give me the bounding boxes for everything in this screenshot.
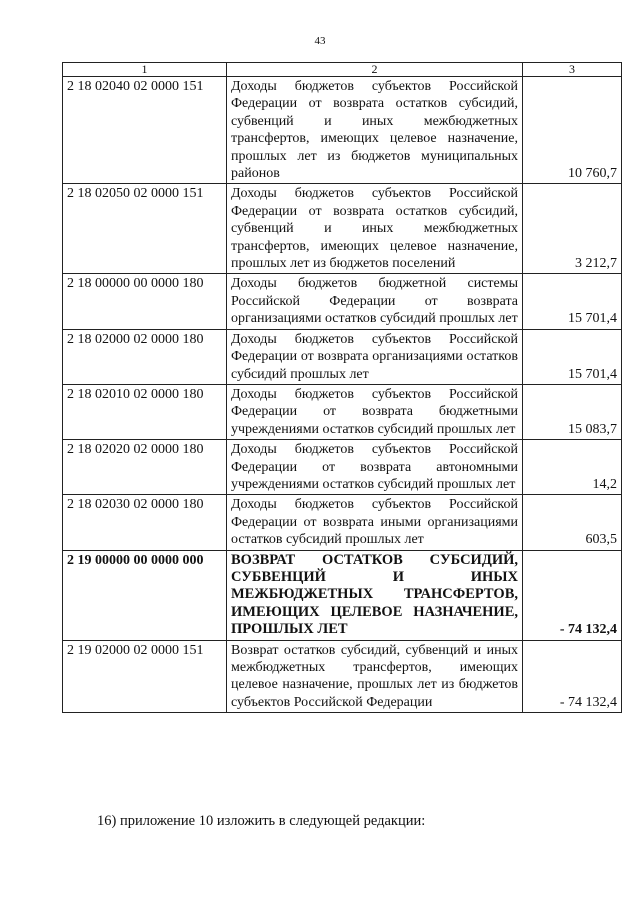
row-code: 2 18 02020 02 0000 180 xyxy=(63,440,227,495)
table-row xyxy=(63,274,622,329)
row-code: 2 18 02010 02 0000 180 xyxy=(63,384,227,439)
table-row xyxy=(63,640,622,713)
row-code: 2 19 00000 00 0000 000 xyxy=(63,550,227,640)
row-description: Доходы бюджетов субъектов Российской Федерации от возврата иными организациями остатков субсидий прошлых лет xyxy=(227,495,523,550)
table-row xyxy=(63,495,622,550)
row-description: Возврат остатков субсидий, субвенций и иных межбюджетных трансфертов, имеющих целевое назначение, прошлых лет из бюджетов субъектов Российской Федерации xyxy=(227,640,523,713)
column-header-1: 1 xyxy=(63,63,227,77)
page-number: 43 xyxy=(314,35,326,47)
table-row xyxy=(63,384,622,439)
table-row xyxy=(63,77,622,184)
row-amount: 15 701,4 xyxy=(523,329,622,384)
row-amount: 3 212,7 xyxy=(523,184,622,274)
column-header-3: 3 xyxy=(523,63,622,77)
table-row xyxy=(63,184,622,274)
row-amount: - 74 132,4 xyxy=(523,550,622,640)
table-row xyxy=(63,329,622,384)
row-description: Доходы бюджетов субъектов Российской Федерации от возврата организациями остатков субсидий прошлых лет xyxy=(227,329,523,384)
row-amount: 15 701,4 xyxy=(523,274,622,329)
row-code: 2 18 02050 02 0000 151 xyxy=(63,184,227,274)
column-header-2: 2 xyxy=(227,63,523,77)
row-description: Доходы бюджетов субъектов Российской Федерации от возврата бюджетными учреждениями остатков субсидий прошлых лет xyxy=(227,384,523,439)
table-row-total xyxy=(63,550,622,640)
row-code: 2 18 02000 02 0000 180 xyxy=(63,329,227,384)
row-description: ВОЗВРАТ ОСТАТКОВ СУБСИДИЙ, СУБВЕНЦИЙ И ИНЫХ МЕЖБЮДЖЕТНЫХ ТРАНСФЕРТОВ, ИМЕЮЩИХ ЦЕЛЕВОЕ НАЗНАЧЕНИЕ, ПРОШЛЫХ ЛЕТ xyxy=(227,550,523,640)
row-description: Доходы бюджетов бюджетной системы Российской Федерации от возврата организациями остатков субсидий прошлых лет xyxy=(227,274,523,329)
row-amount: 603,5 xyxy=(523,495,622,550)
row-amount: 10 760,7 xyxy=(523,77,622,184)
table-header xyxy=(63,63,622,77)
row-code: 2 18 02040 02 0000 151 xyxy=(63,77,227,184)
row-code: 2 18 00000 00 0000 180 xyxy=(63,274,227,329)
row-amount: 15 083,7 xyxy=(523,384,622,439)
row-code: 2 18 02030 02 0000 180 xyxy=(63,495,227,550)
row-description: Доходы бюджетов субъектов Российской Федерации от возврата остатков субсидий, субвенций и иных межбюджетных трансфертов, имеющих целевое назначение, прошлых лет из бюджетов поселений xyxy=(227,184,523,274)
row-description: Доходы бюджетов субъектов Российской Федерации от возврата остатков субсидий, субвенций и иных межбюджетных трансфертов, имеющих целевое назначение, прошлых лет из бюджетов муниципальных районов xyxy=(227,77,523,184)
revenue-table xyxy=(62,62,622,713)
row-description: Доходы бюджетов субъектов Российской Федерации от возврата автономными учреждениями остатков субсидий прошлых лет xyxy=(227,440,523,495)
table-body xyxy=(63,77,622,713)
amendment-paragraph: 16) приложение 10 изложить в следующей редакции: xyxy=(97,813,426,829)
table-header-row xyxy=(63,63,622,77)
table-row xyxy=(63,440,622,495)
row-code: 2 19 02000 02 0000 151 xyxy=(63,640,227,713)
row-amount: - 74 132,4 xyxy=(523,640,622,713)
row-amount: 14,2 xyxy=(523,440,622,495)
